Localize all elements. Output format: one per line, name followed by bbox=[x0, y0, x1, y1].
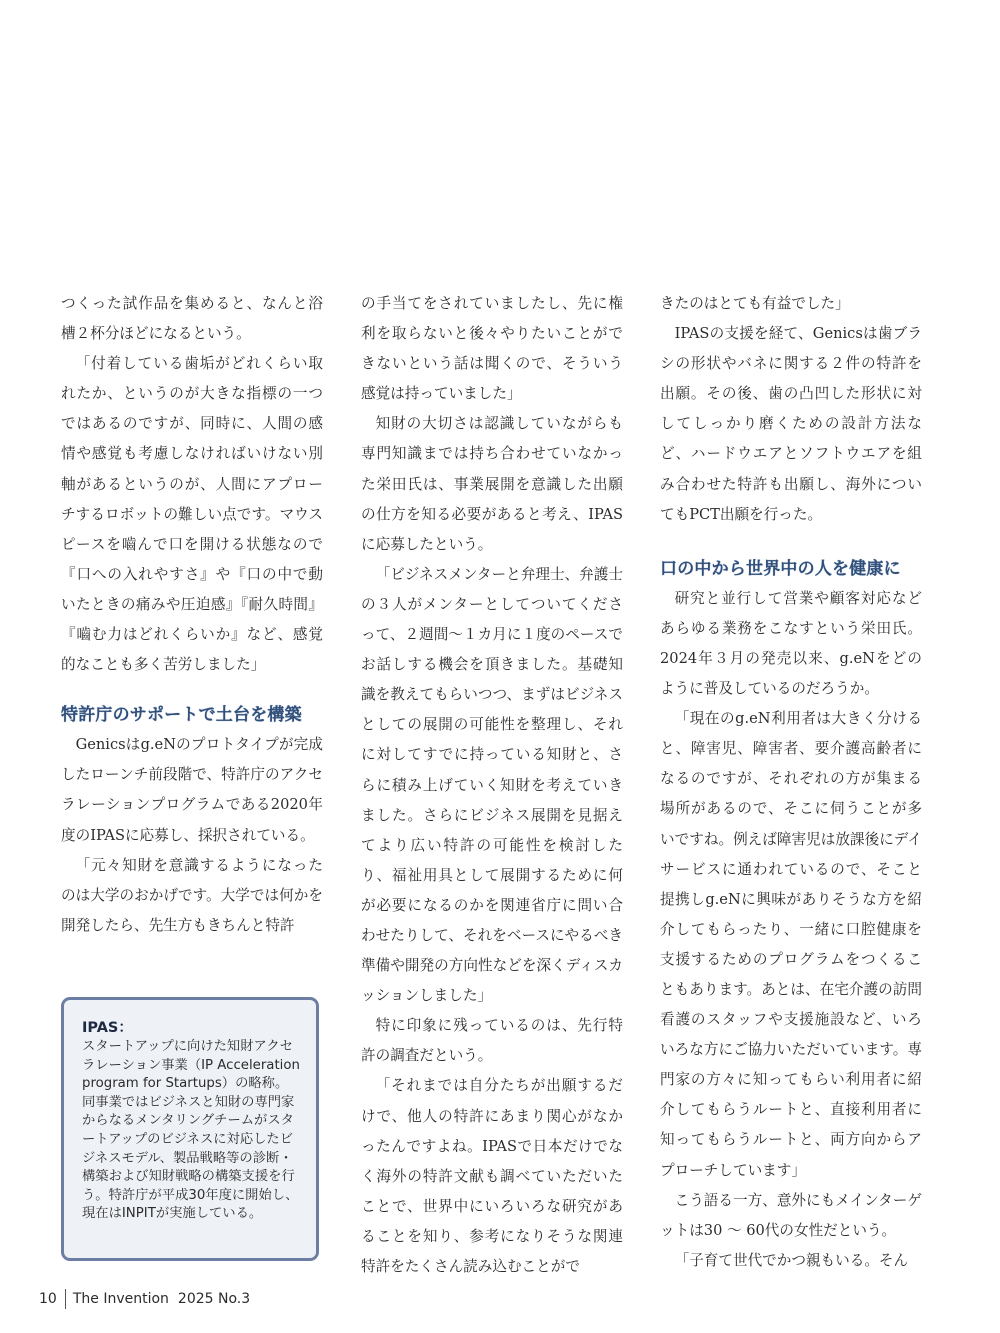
paragraph: 「それまでは自分たちが出願するだけで、他人の特許にあまり関心がなかったんですよね。IPASで日本だけでなく海外の特許文献も調べていただいたことで、世界中にいろいろな研究があることを知り、参考になりそうな関連特許をたくさん読み込むことがで bbox=[361, 1077, 623, 1275]
ipas-box-title: IPAS： bbox=[82, 1020, 133, 1036]
ipas-glossary-box bbox=[61, 997, 319, 1261]
publication-name: The Invention bbox=[72, 1291, 169, 1307]
paragraph: Genicsはg.eNのプロトタイプが完成したローンチ前段階で、特許庁のアクセラレーションプログラムである2020年度のIPASに応募し、採択されている。 bbox=[61, 736, 323, 844]
section-heading-health-worldwide: 口の中から世界中の人を健康に bbox=[660, 558, 901, 579]
paragraph: 「ビジネスメンターと弁理士、弁護士の３人がメンターとしてついてくださって、２週間〜１カ月に１度のペースでお話しする機会を頂きました。基礎知識を教えてもらいつつ、まずはビジネスとしての展開の可能性を整理し、それに対してすでに持っている知財と、さらに積み上げていく知財を考えていきました。さらにビジネス展開を見据えてより広い特許の可能性を検討したり、福祉用具として展開するために何が必要になるのかを関連省庁に問い合わせたりして、それをベースにやるべき準備や開発の方向性などを深くディスカッションしました」 bbox=[361, 565, 623, 1005]
paragraph-continuation: の手当てをされていましたし、先に権利を取らないと後々やりたいことができないという話は聞くので、そういう感覚は持っていました」 bbox=[361, 295, 623, 403]
issue-label: 2025 No.3 bbox=[177, 1291, 251, 1307]
paragraph: 「現在のg.eN利用者は大きく分けると、障害児、障害者、要介護高齢者になるのですが、それぞれの方が集まる場所があるので、そこに伺うことが多いですね。例えば障害児は放課後にデイサービスに通われているので、そこと提携しg.eNに興味がありそうな方を紹介してもらったり、一緒に口腔健康を支援するためのプログラムをつくることもあります。あとは、在宅介護の訪問看護のスタッフや支援施設など、いろいろな方にご協力いただいています。専門家の方々に知ってもらい利用者に紹介してもらうルートと、直接利用者に知ってもらうルートと、両方向からアプローチしています」 bbox=[660, 710, 922, 1179]
page-footer bbox=[39, 1289, 250, 1309]
paragraph: 特に印象に残っているのは、先行特許の調査だという。 bbox=[361, 1017, 623, 1065]
paragraph: こう語る一方、意外にもメインターゲットは30 〜 60代の女性だという。 bbox=[660, 1191, 922, 1239]
section-heading-patent-office-support: 特許庁のサポートで土台を構築 bbox=[61, 705, 302, 726]
paragraph-continuation: きたのはとても有益でした」 bbox=[660, 295, 850, 312]
footer-divider bbox=[65, 1289, 66, 1309]
paragraph: IPASの支援を経て、Genicsは歯ブラシの形状やバネに関する２件の特許を出願。その後、歯の凸凹した形状に対してしっかり磨くための設計方法など、ハードウエアとソフトウエアを組み合わせた特許も出願し、海外についてもPCT出願を行った。 bbox=[660, 325, 922, 523]
ipas-box-text: スタートアップに向けた知財アクセラレーション事業（IP Acceleration program for Startups）の略称。同事業ではビジネスと知財の専門家からなるメンタリングチームがスタートアップのビジネスに対応したビジネスモデル、製品戦略等の診断・構築および知財戦略の構築支援を行う。特許庁が平成30年度に開始し、現在はINPITが実施している。 bbox=[82, 1039, 300, 1222]
page-number: 10 bbox=[39, 1291, 57, 1307]
paragraph: 「元々知財を意識するようになったのは大学のおかげです。大学では何かを開発したら、先生方もきちんと特許 bbox=[61, 856, 323, 934]
column-2 bbox=[361, 289, 623, 1282]
paragraph: 知財の大切さは認識していながらも専門知識までは持ち合わせていなかった栄田氏は、事業展開を意識した出願の仕方を知る必要があると考え、IPASに応募したという。 bbox=[361, 415, 623, 553]
paragraph: 「付着している歯垢がどれくらい取れたか、というのが大きな指標の一つではあるのですが、同時に、人間の感情や感覚も考慮しなければいけない別軸があるというのが、人間にアプローチするロボットの難しい点です。マウスピースを嚙んで口を開ける状態なので『口への入れやすさ』や『口の中で動いたときの痛みや圧迫感』『耐久時間』『嚙む力はどれくらいか』など、感覚的なことも多く苦労しました」 bbox=[61, 355, 323, 674]
paragraph: 「子育て世代でかつ親もいる。そん bbox=[674, 1251, 909, 1269]
column-1 bbox=[61, 289, 323, 941]
column-3 bbox=[660, 289, 922, 1276]
paragraph: つくった試作品を集めると、なんと浴槽２杯分ほどになるという。 bbox=[61, 295, 323, 343]
paragraph: 研究と並行して営業や顧客対応などあらゆる業務をこなすという栄田氏。2024年３月の発売以来、g.eNをどのように普及しているのだろうか。 bbox=[660, 589, 922, 698]
